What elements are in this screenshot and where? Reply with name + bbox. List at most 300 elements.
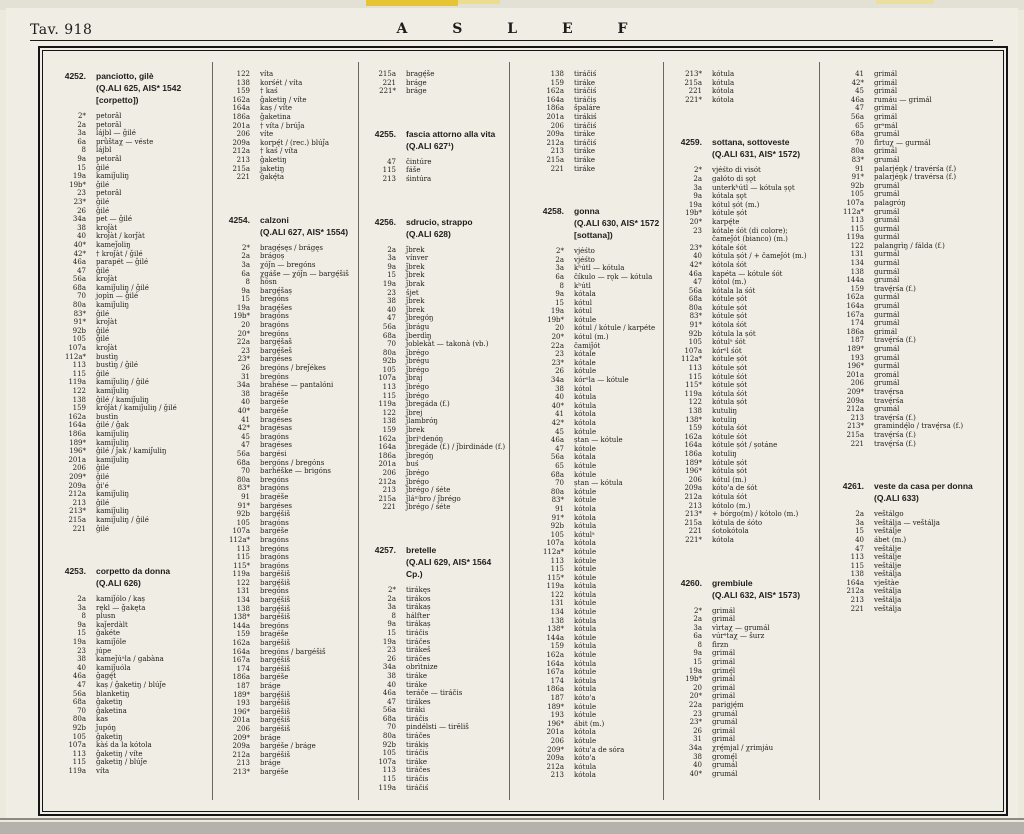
entry-row xyxy=(220,450,358,459)
entry-dialect-word: ǰbraj xyxy=(406,374,423,383)
entry-row xyxy=(672,718,816,727)
entry-dialect-word: bregóns / bargéšiš xyxy=(260,647,326,656)
entry-locality-number: 221 xyxy=(72,524,86,533)
section-ref: (Q.ALI 631, AIS* 1572) xyxy=(712,149,801,160)
entry-dialect-word: kamiǰuliŋ xyxy=(96,387,130,395)
entry-dialect-word: obrìtnize xyxy=(406,663,438,672)
entry-dialect-word: ǧilé xyxy=(96,180,110,189)
entry-row xyxy=(534,113,660,122)
entry-locality-number: 196* xyxy=(685,467,702,476)
entry-dialect-word: šjet xyxy=(406,288,419,297)
entry-dialect-word: kótule xyxy=(574,487,597,496)
yellow-stripe-right xyxy=(876,0,934,4)
entry-row xyxy=(366,495,506,504)
entry-locality-number: 213 xyxy=(236,155,250,164)
entry-dialect-word: kamiǰuliŋ / ǧilé xyxy=(96,515,149,524)
entry-locality-number: 115 xyxy=(382,166,396,175)
entry-row xyxy=(220,312,358,321)
entry-locality-number: 221 xyxy=(688,527,702,536)
entry-dialect-word: travę́rśa (f.) xyxy=(874,439,916,448)
entry-row xyxy=(834,250,986,259)
entry-locality-number: 3a xyxy=(555,264,564,273)
entry-locality-number: 6a xyxy=(241,269,250,278)
entry-dialect-word: ǰbrek xyxy=(406,426,425,435)
entry-dialect-word: kamiǰuliŋ xyxy=(96,507,130,516)
entry-locality-number: 221 xyxy=(382,78,396,87)
entry-row xyxy=(366,741,506,750)
entry-row xyxy=(672,667,816,676)
entry-dialect-word: grimál xyxy=(712,606,736,615)
entry-locality-number: 34a xyxy=(382,663,396,672)
entry-row xyxy=(56,638,210,647)
entry-row xyxy=(672,355,816,364)
entry-locality-number: 46a xyxy=(382,689,396,698)
entry-row xyxy=(56,267,210,276)
entry-locality-number: 8 xyxy=(81,146,86,155)
entry-locality-number: 38 xyxy=(555,384,564,393)
entry-dialect-word: kameǰoliŋ xyxy=(96,240,131,249)
entry-locality-number: 159 xyxy=(550,642,564,651)
entry-row xyxy=(834,562,986,571)
entry-row xyxy=(56,473,210,482)
entry-locality-number: 40 xyxy=(387,305,396,314)
entry-locality-number: 19b* xyxy=(547,315,564,324)
entry-dialect-word: grumál xyxy=(874,130,900,139)
entry-row xyxy=(220,104,358,113)
entry-dialect-word: karpę́te xyxy=(712,217,740,226)
entry-locality-number: 159 xyxy=(550,78,564,87)
entry-row xyxy=(366,595,506,604)
entry-row xyxy=(56,482,210,491)
entry-dialect-word: grumál xyxy=(874,379,900,388)
entry-dialect-word: korśét / víta xyxy=(260,78,303,87)
entry-dialect-word: kótule ṣót xyxy=(712,295,748,304)
entry-locality-number: 213 xyxy=(850,596,864,605)
section-title: gonna xyxy=(574,206,600,217)
entry-dialect-word: bragéses xyxy=(260,441,292,450)
entry-locality-number: 40 xyxy=(241,398,250,407)
entry-dialect-word: tiráčes xyxy=(406,732,431,741)
header-rule xyxy=(30,40,993,41)
entry-row xyxy=(672,184,816,193)
entry-row xyxy=(220,734,358,743)
entry-locality-number: 164a xyxy=(232,104,250,113)
entry-dialect-word: grimál xyxy=(712,726,736,735)
entry-row xyxy=(56,516,210,525)
entry-row xyxy=(534,342,660,351)
entry-locality-number: 186a xyxy=(232,112,250,121)
entry-dialect-word: ǰláᵐbro / ǰbrégo xyxy=(406,494,461,503)
section-number: 4253. xyxy=(64,566,86,577)
entry-row xyxy=(534,574,660,583)
entry-dialect-word: veštálja — veštálja xyxy=(874,518,940,527)
entry-row xyxy=(672,381,816,390)
entry-row xyxy=(534,668,660,677)
entry-row xyxy=(220,87,358,96)
entry-row xyxy=(220,122,358,131)
entry-locality-number: 9a xyxy=(241,286,250,295)
entry-dialect-word: kótule śót xyxy=(712,372,748,381)
entry-row xyxy=(366,655,506,664)
entry-locality-number: 42* xyxy=(73,249,86,258)
entry-locality-number: 221 xyxy=(850,604,864,613)
entry-dialect-word: grumál xyxy=(712,709,738,718)
entry-dialect-word: kótulᵃ xyxy=(574,530,595,539)
entry-row xyxy=(56,499,210,508)
entry-row xyxy=(220,156,358,165)
entry-locality-number: 19a xyxy=(72,638,86,647)
entry-locality-number: 159 xyxy=(382,426,396,435)
entry-locality-number: 92b xyxy=(72,724,86,732)
entry-locality-number: 15 xyxy=(77,629,86,638)
entry-row xyxy=(834,173,986,182)
entry-dialect-word: tiráčes xyxy=(406,766,431,775)
entry-locality-number: 15 xyxy=(693,658,702,667)
entry-locality-number: 56a xyxy=(236,449,250,458)
entry-dialect-word: blanketiŋ xyxy=(96,689,130,698)
entry-dialect-word: veštálje xyxy=(874,527,902,536)
entry-row xyxy=(534,582,660,591)
entry-locality-number: 80a xyxy=(236,475,250,484)
entry-dialect-word: kótule ṣót xyxy=(712,381,748,390)
entry-row xyxy=(834,208,986,217)
entry-dialect-word: ǰbrek xyxy=(406,297,425,306)
entry-dialect-word: kótule xyxy=(574,668,597,677)
entry-dialect-word: kótola xyxy=(574,771,596,780)
entry-dialect-word: kroǰàt / korǰàt xyxy=(96,232,145,241)
entry-dialect-word: ǰbrégo xyxy=(406,383,429,392)
entry-dialect-word: ǰbregáda (f.) xyxy=(406,400,450,409)
entry-locality-number: 9a xyxy=(77,154,86,163)
entry-dialect-word: kótule xyxy=(574,702,597,711)
entry-row xyxy=(366,612,506,621)
entry-dialect-word: tirákiṣ xyxy=(406,740,429,749)
entry-dialect-word: ǰbrégo xyxy=(406,365,429,374)
entry-row xyxy=(220,596,358,605)
entry-dialect-word: ǰupóŋ xyxy=(96,724,116,732)
entry-dialect-word: bragóns xyxy=(260,321,289,330)
entry-locality-number: 8 xyxy=(697,640,702,649)
entry-locality-number: 221 xyxy=(688,87,702,96)
entry-locality-number: 162a xyxy=(546,651,564,660)
entry-row xyxy=(56,681,210,690)
entry-row xyxy=(834,596,986,605)
entry-dialect-word: jopìn — ǧilé xyxy=(96,292,139,301)
entry-locality-number: 15 xyxy=(77,163,86,172)
entry-dialect-word: bregóns / breǰékes xyxy=(260,364,326,373)
entry-row xyxy=(366,784,506,793)
entry-row xyxy=(56,164,210,173)
entry-dialect-word: kótule ṣót xyxy=(712,303,748,312)
entry-row xyxy=(672,649,816,658)
entry-row xyxy=(672,398,816,407)
entry-row xyxy=(834,96,986,105)
entry-row xyxy=(366,417,506,426)
section-number: 4254. xyxy=(228,214,250,225)
entry-locality-number: 206 xyxy=(236,724,250,733)
entry-locality-number: 138 xyxy=(236,78,250,87)
entry-row xyxy=(834,345,986,354)
entry-dialect-word: ǧagę́t xyxy=(96,672,117,681)
entry-locality-number: 209a xyxy=(684,484,702,493)
entry-row xyxy=(534,445,660,454)
entry-locality-number: 189* xyxy=(69,438,86,447)
entry-dialect-word: kótule xyxy=(574,470,597,479)
continuation-block xyxy=(834,70,986,448)
entry-dialect-word: ǰbrak xyxy=(406,279,425,288)
entry-dialect-word: bargę́šiš xyxy=(260,604,291,613)
entry-row xyxy=(534,70,660,79)
entry-dialect-word: grimál xyxy=(874,112,898,121)
entry-locality-number: 42* xyxy=(237,424,250,433)
entry-dialect-word: kótale śót (di colore); čameǰót (bianco) (m.) xyxy=(712,226,788,244)
entry-dialect-word: kótul ṣót (m.) xyxy=(712,200,760,209)
entry-dialect-word: grumál xyxy=(712,718,738,727)
entry-locality-number: 70 xyxy=(555,479,564,488)
entry-dialect-word: kamiǰuliŋ / ǧilé xyxy=(96,283,149,292)
entry-dialect-word: kótule xyxy=(574,633,597,642)
entry-dialect-word: bargę́šiš xyxy=(260,690,291,699)
entry-locality-number: 107a xyxy=(378,374,396,383)
section-number: 4261. xyxy=(842,481,864,492)
entry-dialect-word: kótole xyxy=(574,444,596,453)
entry-locality-number: 38 xyxy=(241,389,250,398)
entry-locality-number: 45 xyxy=(855,87,864,96)
column-divider xyxy=(358,62,359,800)
entry-dialect-word: grumál xyxy=(874,405,900,414)
entry-dialect-word: veštálje xyxy=(874,553,902,562)
entry-locality-number: 164a xyxy=(684,441,702,450)
entry-row xyxy=(220,330,358,339)
entry-locality-number: 209* xyxy=(547,745,564,754)
entry-locality-number: 3a xyxy=(77,129,86,138)
entry-locality-number: 221* xyxy=(379,87,396,96)
entry-dialect-word: tiráčis xyxy=(406,775,429,784)
entry-row xyxy=(56,733,210,742)
entry-dialect-word: veštálje xyxy=(874,544,902,553)
entry-dialect-word: bargéšiš xyxy=(260,707,291,716)
entry-locality-number: 20 xyxy=(241,321,250,330)
entry-row xyxy=(534,565,660,574)
section-ref: (Q.ALI 630, AIS* 1572 [sottana]) xyxy=(574,218,660,241)
entry-locality-number: 38 xyxy=(77,655,86,664)
entry-row xyxy=(220,441,358,450)
entry-dialect-word: bragóns xyxy=(260,535,289,544)
entry-dialect-word: bragéše xyxy=(260,492,289,501)
entry-row xyxy=(834,276,986,285)
entry-dialect-word: kamiǰuliŋ xyxy=(96,429,130,438)
entry-row xyxy=(56,595,210,604)
entry-locality-number: 19b* xyxy=(685,209,702,218)
entry-dialect-word: tiráčis xyxy=(406,714,429,723)
entry-locality-number: 201a xyxy=(546,728,564,737)
entry-dialect-word: bragóns xyxy=(260,553,289,562)
entry-row xyxy=(834,510,986,519)
entry-dialect-word: grumál xyxy=(874,181,900,190)
entry-dialect-word: kótula xyxy=(712,70,735,78)
entry-locality-number: 174 xyxy=(850,319,864,328)
entry-locality-number: 46a xyxy=(550,436,564,445)
entry-dialect-word: fáše xyxy=(406,166,421,175)
entry-row xyxy=(834,156,986,165)
entry-locality-number: 187 xyxy=(850,336,864,345)
entry-row xyxy=(834,536,986,545)
entry-dialect-word: kótula xyxy=(574,676,597,685)
entry-row xyxy=(534,608,660,617)
entry-dialect-word: kótule xyxy=(574,556,597,565)
entry-locality-number: 8 xyxy=(391,611,396,620)
entry-row xyxy=(834,422,986,431)
column-3 xyxy=(366,70,506,792)
entry-locality-number: 221 xyxy=(382,503,396,512)
entry-locality-number: 46a xyxy=(72,672,86,681)
entry-dialect-word: gałóto di ṣǫt xyxy=(712,174,756,183)
entry-row xyxy=(534,771,660,780)
entry-locality-number: 115 xyxy=(382,391,396,400)
entry-locality-number: 206 xyxy=(72,464,86,473)
entry-row xyxy=(534,514,660,523)
entry-locality-number: 159 xyxy=(236,87,250,96)
entry-locality-number: 209a xyxy=(546,130,564,139)
entry-locality-number: 20* xyxy=(689,217,702,226)
entry-row xyxy=(834,431,986,440)
entry-dialect-word: ǰbrégu xyxy=(406,357,430,366)
entry-dialect-word: bregóns xyxy=(260,329,289,338)
entry-dialect-word: kótula xyxy=(574,522,597,531)
section-number: 4252. xyxy=(64,71,86,81)
entry-dialect-word: kótule ṣót xyxy=(712,355,748,364)
section-title: corpetto da donna xyxy=(96,566,171,577)
entry-dialect-word: grimál xyxy=(712,683,736,692)
entry-locality-number: 115 xyxy=(850,224,864,233)
entry-dialect-word: barhéške — brigóns xyxy=(260,467,331,476)
entry-locality-number: 6a xyxy=(693,632,702,641)
entry-row xyxy=(672,735,816,744)
entry-dialect-word: travę́rśa (f.) xyxy=(874,284,916,293)
entry-locality-number: 209* xyxy=(847,387,864,396)
entry-dialect-word: bargéše / bráge xyxy=(260,742,316,751)
entry-locality-number: 131 xyxy=(850,250,864,259)
entry-dialect-word: bregóns xyxy=(260,544,289,553)
entry-row xyxy=(220,270,358,279)
entry-dialect-word: gromę́l xyxy=(712,752,738,761)
entry-row xyxy=(56,129,210,138)
entry-row xyxy=(534,147,660,156)
entry-dialect-word: kótola xyxy=(574,513,596,522)
entry-row xyxy=(220,639,358,648)
entry-dialect-word: hósn xyxy=(260,278,277,287)
entry-locality-number: 2a xyxy=(387,594,396,603)
entry-row xyxy=(366,306,506,315)
entry-dialect-word: travę́rśa xyxy=(874,396,904,405)
entry-row xyxy=(56,758,210,767)
entry-locality-number: 162a xyxy=(684,432,702,441)
entry-dialect-word: grimál xyxy=(712,658,736,667)
entry-row xyxy=(220,373,358,382)
entry-locality-number: 8 xyxy=(81,612,86,621)
entry-locality-number: 2a xyxy=(241,252,250,261)
entry-dialect-word: kóto'a de śót xyxy=(712,484,758,493)
entry-row xyxy=(220,321,358,330)
entry-row xyxy=(220,751,358,760)
entry-row xyxy=(220,252,358,261)
entry-dialect-word: bargę́šiš xyxy=(260,596,291,605)
entry-row xyxy=(534,376,660,385)
entry-locality-number: 26 xyxy=(77,206,86,215)
entry-row xyxy=(56,690,210,699)
entry-locality-number: 34a xyxy=(236,381,250,390)
entry-row xyxy=(56,310,210,319)
entry-row xyxy=(366,689,506,698)
entry-dialect-word: rumáu — grimál xyxy=(874,95,932,104)
entry-locality-number: 2* xyxy=(694,606,702,615)
entry-dialect-word: kótule ṣót xyxy=(712,209,748,218)
entry-row xyxy=(834,388,986,397)
entry-locality-number: 113 xyxy=(382,383,396,392)
entry-dialect-word: bragéše xyxy=(260,389,289,398)
entry-row xyxy=(56,215,210,224)
entry-row xyxy=(220,570,358,579)
entry-locality-number: 40 xyxy=(77,663,86,672)
entry-locality-number: 34a xyxy=(688,744,702,752)
entry-locality-number: 201a xyxy=(232,716,250,725)
entry-dialect-word: ǰbrégo xyxy=(406,469,429,477)
entry-dialect-word: kótule ṣót xyxy=(712,312,748,321)
entry-dialect-word: ǧaketiŋ / víte xyxy=(260,95,307,104)
entry-dialect-word: kóto'a xyxy=(574,754,596,763)
entry-locality-number: 167a xyxy=(846,310,864,319)
continuation-block xyxy=(366,70,506,96)
entry-locality-number: 213 xyxy=(688,501,702,510)
entry-dialect-word: palarjéŋk / travérśa (f.) xyxy=(874,164,957,173)
entry-locality-number: 91* xyxy=(237,501,250,510)
entry-locality-number: 56a xyxy=(72,689,86,698)
entry-locality-number: 45 xyxy=(555,427,564,436)
photo-edge-line xyxy=(0,818,1024,820)
entry-locality-number: 70 xyxy=(241,467,250,476)
entry-locality-number: 112a* xyxy=(64,352,86,361)
entry-locality-number: 201a xyxy=(846,370,864,379)
entry-locality-number: 68a xyxy=(72,283,86,292)
entry-locality-number: 119a xyxy=(684,389,702,398)
entry-locality-number: 105 xyxy=(72,732,86,741)
entry-row xyxy=(672,658,816,667)
entry-row xyxy=(672,330,816,339)
entry-dialect-word: bragę́šes xyxy=(260,303,292,312)
entry-dialect-word: ǧilé xyxy=(96,206,110,215)
entry-locality-number: 6a xyxy=(77,137,86,146)
entry-row xyxy=(220,768,358,777)
entry-locality-number: 212a xyxy=(378,477,396,486)
entry-dialect-word: ǰbrej xyxy=(406,408,423,417)
column-6 xyxy=(834,70,986,613)
entry-dialect-word: petorâl xyxy=(96,189,122,198)
entry-row xyxy=(834,553,986,562)
entry-locality-number: 213 xyxy=(236,759,250,768)
entry-row xyxy=(672,338,816,347)
entry-dialect-word: kroǰàt xyxy=(96,318,118,327)
entry-dialect-word: tiráčiś xyxy=(574,138,597,147)
entry-locality-number: 212a xyxy=(846,587,864,596)
entry-locality-number: 83* xyxy=(73,309,86,318)
entry-locality-number: 19a xyxy=(382,637,396,646)
entry-locality-number: 19a xyxy=(550,307,564,316)
section-heading xyxy=(534,205,660,241)
entry-dialect-word: ǧaketiŋ xyxy=(96,732,123,741)
entry-locality-number: 2a xyxy=(555,255,564,264)
entry-row xyxy=(220,562,358,571)
entry-locality-number: 164a xyxy=(846,302,864,311)
